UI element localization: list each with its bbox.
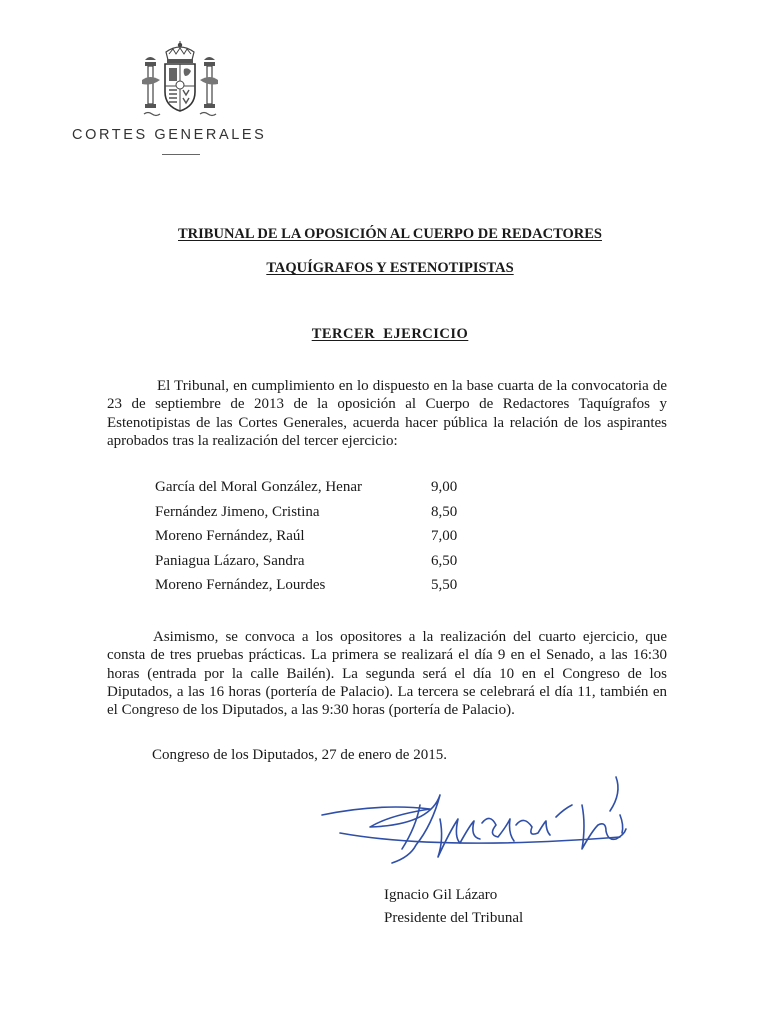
- candidate-score: 9,00: [431, 479, 458, 495]
- header-divider: [162, 154, 200, 155]
- signature-icon: [320, 775, 650, 867]
- exercise-heading: TERCER EJERCICIO: [311, 326, 469, 342]
- result-row: [155, 527, 475, 552]
- signer-role: Presidente del Tribunal: [384, 910, 524, 926]
- dateline: Congreso de los Diputados, 27 de enero de 2015.: [152, 747, 447, 763]
- candidate-name: Moreno Fernández, Lourdes: [155, 577, 326, 593]
- candidate-name: Moreno Fernández, Raúl: [155, 528, 305, 544]
- institution-name: CORTES GENERALES: [72, 127, 267, 143]
- coat-of-arms-icon: [138, 40, 222, 122]
- results-list: [155, 478, 475, 601]
- candidate-name: Fernández Jimeno, Cristina: [155, 503, 320, 520]
- signature-block: [384, 884, 523, 930]
- convocation-paragraph: Asimismo, se convoca a los opositores a la realización del cuarto ejercicio, que consta de tres pruebas prácticas. La primera se realizará el día 9 en el Senado, a las 16:30 horas (entrada por la calle Bailén). La segunda será el día 10 en el Congreso de los Diputados, a las 16 horas (portería de Palacio). La tercera se celebrará el día 11, también en el Congreso de los Diputados, a las 9:30 horas (portería de Palacio).: [107, 629, 667, 719]
- candidate-name: García del Moral González, Henar: [155, 479, 362, 495]
- intro-paragraph: El Tribunal, en cumplimiento en lo dispuesto en la base cuarta de la convocatoria de 23 de septiembre de 2013 de la oposición al Cuerpo de Redactores Taquígrafos y Estenotipistas de las Cortes Generales, acuerda hacer pública la relación de los aspirantes aprobados tras la realización del tercer ejercicio:: [107, 378, 667, 449]
- candidate-name: Paniagua Lázaro, Sandra: [155, 552, 305, 569]
- candidate-score: 7,00: [431, 528, 458, 544]
- signer-name: Ignacio Gil Lázaro: [384, 887, 498, 903]
- document-title-line-1: TRIBUNAL DE LA OPOSICIÓN AL CUERPO DE REDACTORES: [178, 226, 602, 242]
- result-row: [155, 552, 475, 577]
- document-title-line-2: TAQUÍGRAFOS Y ESTENOTIPISTAS: [266, 260, 514, 276]
- candidate-score: 6,50: [431, 552, 458, 569]
- result-row: [155, 576, 475, 601]
- candidate-score: 5,50: [431, 577, 458, 593]
- result-row: [155, 503, 475, 528]
- candidate-score: 8,50: [431, 503, 458, 520]
- result-row: [155, 478, 475, 503]
